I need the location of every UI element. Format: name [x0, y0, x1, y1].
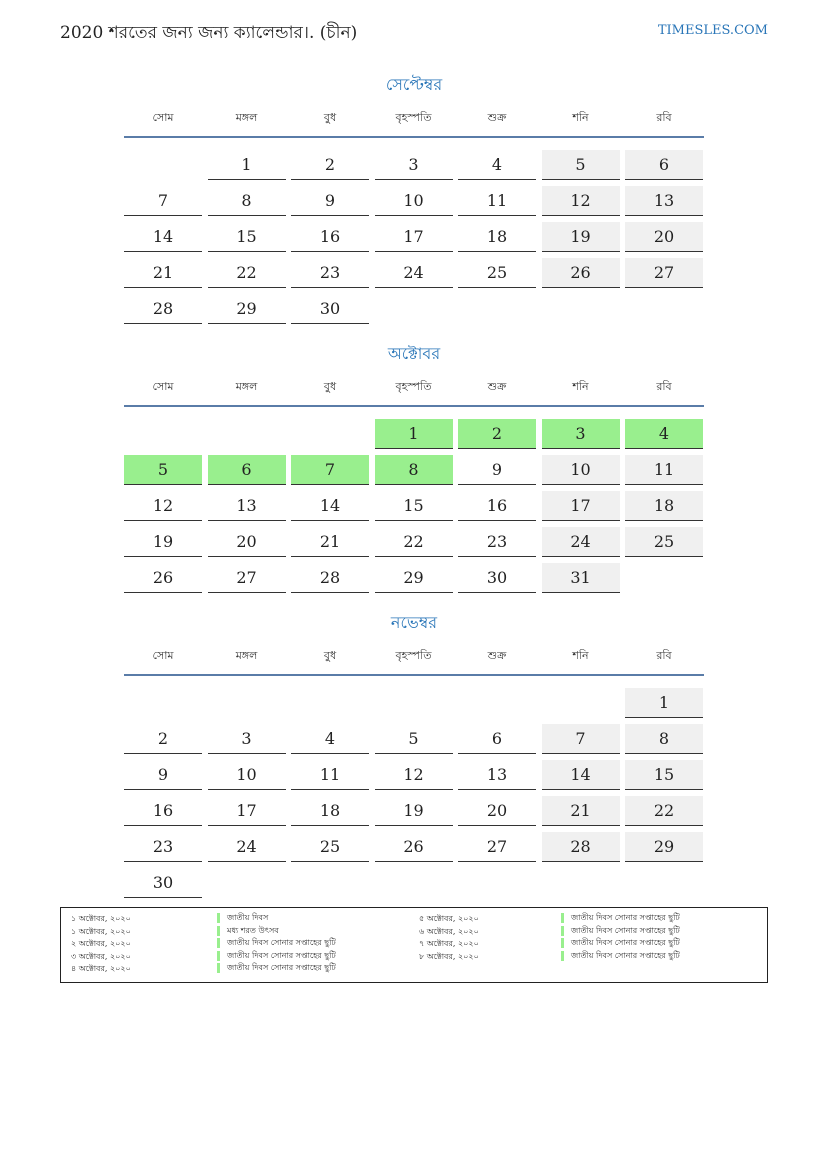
page-title: 2020 শরতের জন্য জন্য ক্যালেন্ডার।. (চীন)	[60, 23, 358, 43]
day-cell: 25	[625, 527, 703, 557]
legend-date: ৭ অক্টোবর, ২০২০	[419, 939, 479, 948]
weekday-label: রবি	[656, 111, 672, 124]
day-cell: 21	[542, 796, 620, 826]
holiday-legend	[60, 907, 768, 983]
legend-date: ৪ অক্টোবর, ২০২০	[71, 964, 131, 973]
day-cell: 9	[291, 186, 369, 216]
month-calendar	[124, 72, 704, 332]
day-cell: 26	[375, 832, 453, 862]
legend-holiday-name: জাতীয় দিবস সোনার সপ্তাহের ছুটি	[217, 951, 336, 961]
day-cell: 28	[542, 832, 620, 862]
day-cell: 17	[542, 491, 620, 521]
day-cell: 2	[291, 150, 369, 180]
legend-date: ৮ অক্টোবর, ২০২০	[419, 951, 479, 961]
weekday-label: শুক্র	[487, 380, 507, 393]
legend-date: ১ অক্টোবর, ২০২০	[71, 914, 131, 923]
day-cell: 18	[625, 491, 703, 521]
day-cell: 2	[458, 419, 536, 449]
weekday-label: শুক্র	[487, 111, 507, 124]
month-name: সেপ্টেম্বর	[385, 75, 443, 94]
day-cell: 27	[458, 832, 536, 862]
legend-holiday-name: মধ্য শরত উৎসব	[217, 926, 279, 936]
day-cell: 11	[625, 455, 703, 485]
header-rule	[124, 405, 704, 407]
legend-holiday-name: জাতীয় দিবস সোনার সপ্তাহের ছুটি	[217, 938, 336, 948]
day-cell: 25	[458, 258, 536, 288]
day-cell: 5	[124, 455, 202, 485]
month-name: নভেম্বর	[390, 613, 438, 632]
day-cell: 28	[124, 294, 202, 324]
day-cell: 26	[124, 563, 202, 593]
day-cell: 9	[124, 760, 202, 790]
legend-holiday-name: জাতীয় দিবস সোনার সপ্তাহের ছুটি	[217, 963, 336, 973]
day-cell: 11	[291, 760, 369, 790]
day-cell: 29	[375, 563, 453, 593]
day-cell: 7	[542, 724, 620, 754]
month-name: অক্টোবর	[387, 344, 441, 363]
day-cell: 19	[542, 222, 620, 252]
day-cell: 20	[208, 527, 286, 557]
day-cell: 4	[291, 724, 369, 754]
day-cell: 15	[208, 222, 286, 252]
day-cell: 14	[124, 222, 202, 252]
weekday-label: বৃহস্পতি	[395, 649, 432, 662]
day-cell: 30	[291, 294, 369, 324]
day-cell: 24	[542, 527, 620, 557]
day-cell: 27	[625, 258, 703, 288]
legend-holiday-name: জাতীয় দিবস সোনার সপ্তাহের ছুটি	[561, 913, 680, 923]
day-cell: 20	[458, 796, 536, 826]
day-cell: 3	[542, 419, 620, 449]
day-cell: 6	[208, 455, 286, 485]
weekday-label: বুধ	[323, 111, 337, 124]
legend-holiday-name: জাতীয় দিবস সোনার সপ্তাহের ছুটি	[561, 951, 680, 961]
day-cell: 24	[208, 832, 286, 862]
day-cell: 13	[208, 491, 286, 521]
header-rule	[124, 136, 704, 138]
day-cell: 6	[625, 150, 703, 180]
day-cell: 27	[208, 563, 286, 593]
weekday-label: মঙ্গল	[235, 380, 258, 393]
month-calendar	[124, 610, 704, 892]
day-cell: 7	[124, 186, 202, 216]
day-cell: 22	[375, 527, 453, 557]
weekday-label: বুধ	[323, 380, 337, 393]
weekday-label: বৃহস্পতি	[395, 111, 432, 124]
day-cell: 1	[375, 419, 453, 449]
day-cell: 16	[291, 222, 369, 252]
day-cell: 25	[291, 832, 369, 862]
day-cell: 4	[625, 419, 703, 449]
day-cell: 18	[458, 222, 536, 252]
day-cell: 29	[208, 294, 286, 324]
day-cell: 23	[124, 832, 202, 862]
day-cell: 22	[625, 796, 703, 826]
day-cell: 10	[542, 455, 620, 485]
legend-date: ১ অক্টোবর, ২০২০	[71, 926, 131, 936]
weekday-label: শনি	[572, 380, 589, 393]
weekday-label: শনি	[572, 649, 589, 662]
day-cell: 15	[375, 491, 453, 521]
weekday-label: শুক্র	[487, 649, 507, 662]
legend-date: ২ অক্টোবর, ২০২০	[71, 939, 131, 948]
day-cell: 12	[375, 760, 453, 790]
site-link[interactable]: TIMESLES.COM	[657, 23, 768, 38]
legend-holiday-name: জাতীয় দিবস সোনার সপ্তাহের ছুটি	[561, 926, 680, 936]
day-cell: 12	[124, 491, 202, 521]
day-cell: 3	[208, 724, 286, 754]
day-cell: 8	[208, 186, 286, 216]
weekday-label: রবি	[656, 380, 672, 393]
weekday-label: বুধ	[323, 649, 337, 662]
weekday-label: সোম	[152, 380, 174, 393]
day-cell: 8	[625, 724, 703, 754]
day-cell: 10	[208, 760, 286, 790]
day-cell: 16	[458, 491, 536, 521]
day-cell: 30	[458, 563, 536, 593]
day-cell: 7	[291, 455, 369, 485]
day-cell: 5	[542, 150, 620, 180]
legend-date: ৬ অক্টোবর, ২০২০	[419, 926, 479, 936]
day-cell: 29	[625, 832, 703, 862]
day-cell: 14	[291, 491, 369, 521]
weekday-label: সোম	[152, 111, 174, 124]
legend-date: ৫ অক্টোবর, ২০২০	[419, 914, 479, 923]
day-cell: 24	[375, 258, 453, 288]
day-cell: 31	[542, 563, 620, 593]
day-cell: 17	[375, 222, 453, 252]
day-cell: 13	[625, 186, 703, 216]
day-cell: 2	[124, 724, 202, 754]
day-cell: 5	[375, 724, 453, 754]
day-cell: 21	[124, 258, 202, 288]
day-cell: 12	[542, 186, 620, 216]
legend-holiday-name: জাতীয় দিবস সোনার সপ্তাহের ছুটি	[561, 938, 680, 948]
day-cell: 15	[625, 760, 703, 790]
day-cell: 11	[458, 186, 536, 216]
day-cell: 21	[291, 527, 369, 557]
day-cell: 8	[375, 455, 453, 485]
page-header	[60, 20, 768, 44]
day-cell: 1	[208, 150, 286, 180]
day-cell: 4	[458, 150, 536, 180]
weekday-label: রবি	[656, 649, 672, 662]
day-cell: 9	[458, 455, 536, 485]
weekday-label: মঙ্গল	[235, 649, 258, 662]
day-cell: 1	[625, 688, 703, 718]
day-cell: 3	[375, 150, 453, 180]
weekday-label: মঙ্গল	[235, 111, 258, 124]
day-cell: 19	[375, 796, 453, 826]
weekday-label: সোম	[152, 649, 174, 662]
header-rule	[124, 674, 704, 676]
day-cell: 23	[291, 258, 369, 288]
day-cell: 19	[124, 527, 202, 557]
day-cell: 18	[291, 796, 369, 826]
weekday-label: শনি	[572, 111, 589, 124]
month-calendar	[124, 341, 704, 601]
day-cell: 26	[542, 258, 620, 288]
day-cell: 16	[124, 796, 202, 826]
legend-holiday-name: জাতীয় দিবস	[217, 913, 268, 923]
day-cell: 28	[291, 563, 369, 593]
day-cell: 30	[124, 868, 202, 898]
day-cell: 6	[458, 724, 536, 754]
day-cell: 22	[208, 258, 286, 288]
day-cell: 17	[208, 796, 286, 826]
day-cell: 10	[375, 186, 453, 216]
legend-date: ৩ অক্টোবর, ২০২০	[71, 951, 131, 961]
day-cell: 14	[542, 760, 620, 790]
day-cell: 23	[458, 527, 536, 557]
weekday-label: বৃহস্পতি	[395, 380, 432, 393]
day-cell: 20	[625, 222, 703, 252]
day-cell: 13	[458, 760, 536, 790]
